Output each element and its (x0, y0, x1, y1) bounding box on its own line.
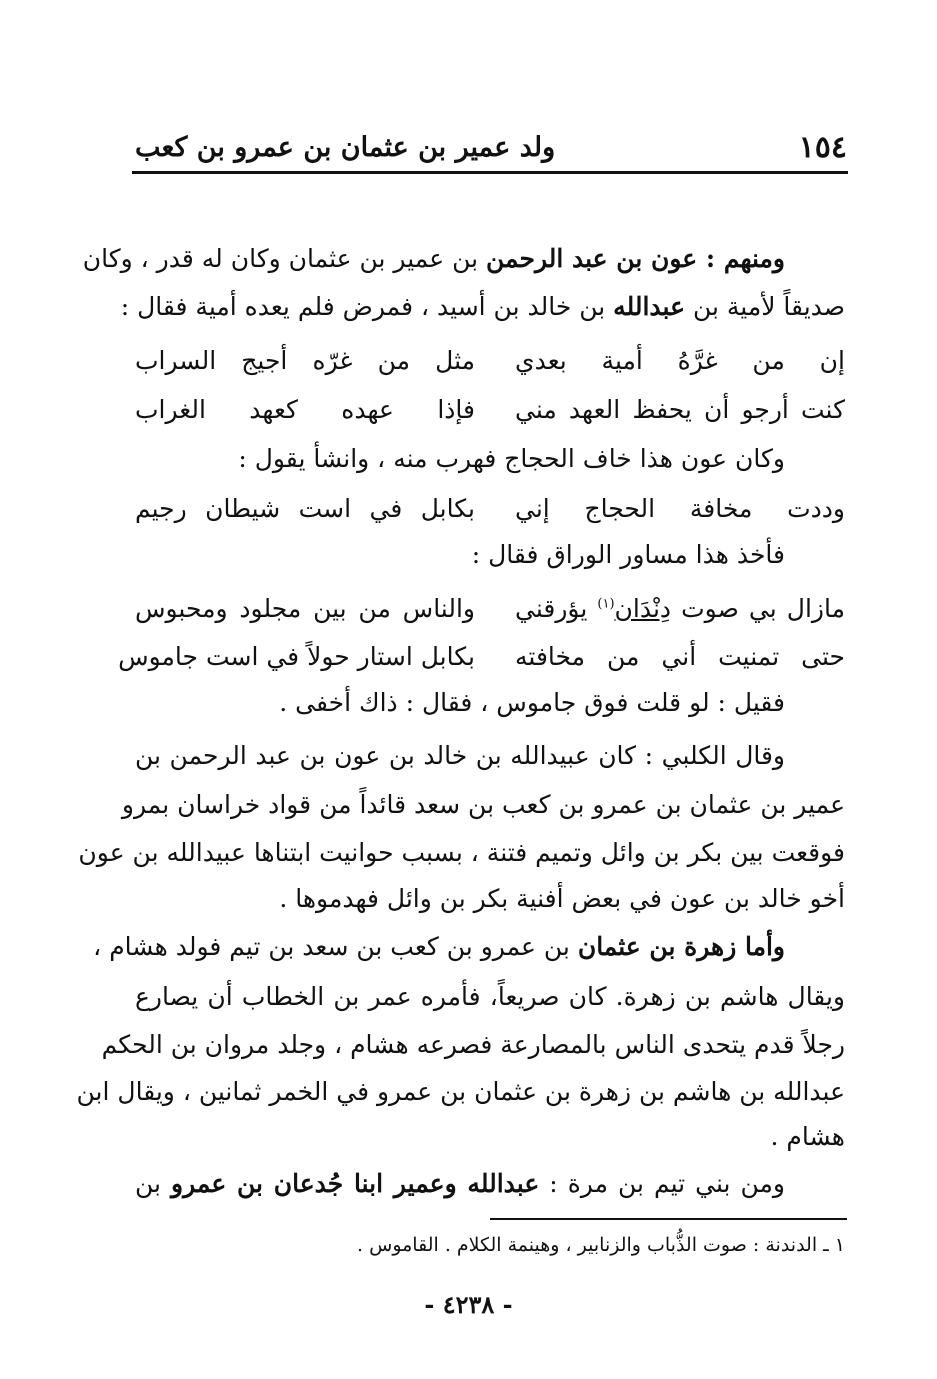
verse-second-hemistich: مثل من غرّه أجيج السراب (135, 346, 475, 375)
text-run: مازال بي صوت (671, 594, 845, 623)
paragraph-line: ويقال هاشم بن زهرة. كان صريعاً، فأمره عمر بن الخطاب أن يصارع (135, 982, 845, 1011)
paragraph-line: فقيل : لو قلت فوق جاموس ، فقال : ذاك أخفى . (279, 688, 785, 717)
verse-first-hemistich: كنت أرجو أن يحفظ العهد مني (515, 395, 845, 424)
verse-first-hemistich: وددت مخافة الحجاج إني (515, 494, 845, 523)
paragraph-line: عمير بن عثمان بن عمرو بن كعب بن سعد قائداً من قواد خراسان بمرو (121, 790, 845, 819)
paragraph-line (82, 244, 845, 284)
running-title: ولد عمير بن عثمان بن عمرو بن كعب (135, 132, 556, 163)
verse-line (118, 642, 845, 682)
text-run: بن (135, 1169, 172, 1198)
paragraph-line (135, 1169, 845, 1209)
verse-second-hemistich: بكابل في است شيطان رجيم (135, 494, 475, 523)
verse-line (135, 395, 845, 435)
text-run: بن عمير بن عثمان وكان له قدر ، وكان (82, 244, 487, 273)
verse-line (135, 346, 845, 386)
paragraph-line: رجلاً قدم يتحدى الناس بالمصارعة فصرعه هشام ، وجلد مروان بن الحكم (101, 1030, 845, 1059)
paragraph-line: فأخذ هذا مساور الوراق فقال : (471, 540, 785, 569)
paragraph-line: وقال الكلبي : كان عبيدالله بن خالد بن عون بن عبد الرحمن بن (135, 741, 785, 770)
header-rule (132, 171, 848, 174)
verse-line (135, 594, 845, 634)
paragraph-line: فوقعت بين بكر بن وائل وتميم فتنة ، بسبب حوانيت ابتناها عبيدالله بن عون (78, 838, 845, 867)
paragraph-line: وكان عون هذا خاف الحجاج فهرب منه ، وانشأ يقول : (238, 444, 785, 473)
text-run: بن عمرو بن كعب بن سعد بن تيم فولد هشام ، (93, 932, 578, 961)
paragraph-line: هشام . (770, 1122, 845, 1151)
footnote-marker: (١) (597, 596, 615, 612)
text-run: صديقاً لأمية بن (685, 292, 845, 321)
paragraph-line (93, 932, 845, 972)
bold-name: ومنهم : عون بن عبد الرحمن (486, 244, 785, 273)
verse-second-hemistich: والناس من بين مجلود ومحبوس (135, 594, 475, 623)
paragraph-line (120, 292, 845, 332)
underlined-word: دِنْدَان (614, 594, 672, 623)
footnote: ١ ـ الدندنة : صوت الذُّباب والزنابير ، وهينمة الكلام . القاموس . (357, 1234, 845, 1256)
paragraph-line: عبدالله بن هاشم بن زهرة بن عثمان بن عمرو في الخمر ثمانين ، ويقال ابن (76, 1077, 845, 1106)
verse-second-hemistich: فإذا عهده كعهد الغراب (135, 395, 475, 424)
text-run: ومن بني تيم بن مرة : (539, 1169, 786, 1198)
page-header (135, 130, 847, 170)
verse-second-hemistich: بكابل استار حولاً في است جاموس (118, 642, 475, 671)
verse-line (135, 494, 845, 534)
bold-name: عبدالله وعمير ابنا جُدعان بن عمرو (171, 1169, 540, 1198)
paragraph-line: أخو خالد بن عون في بعض أفنية بكر بن وائل فهدموها . (279, 884, 845, 913)
text-run: بن خالد بن أسيد ، فمرض فلم يعده أمية فقال : (120, 292, 614, 321)
footnote-rule (490, 1218, 847, 1220)
bold-name: وأما زهرة بن عثمان (577, 932, 785, 961)
bold-name: عبدالله (613, 292, 685, 321)
text-run: يؤرقني (515, 594, 598, 623)
verse-first-hemistich: حتى تمنيت أني من مخافته (515, 642, 845, 671)
folio-number: - ٤٢٣٨ - (424, 1290, 513, 1319)
verse-first-hemistich: إن من غرَّهُ أمية بعدي (515, 346, 845, 375)
page-number: ١٥٤ (798, 130, 847, 165)
verse-first-hemistich (515, 594, 845, 623)
